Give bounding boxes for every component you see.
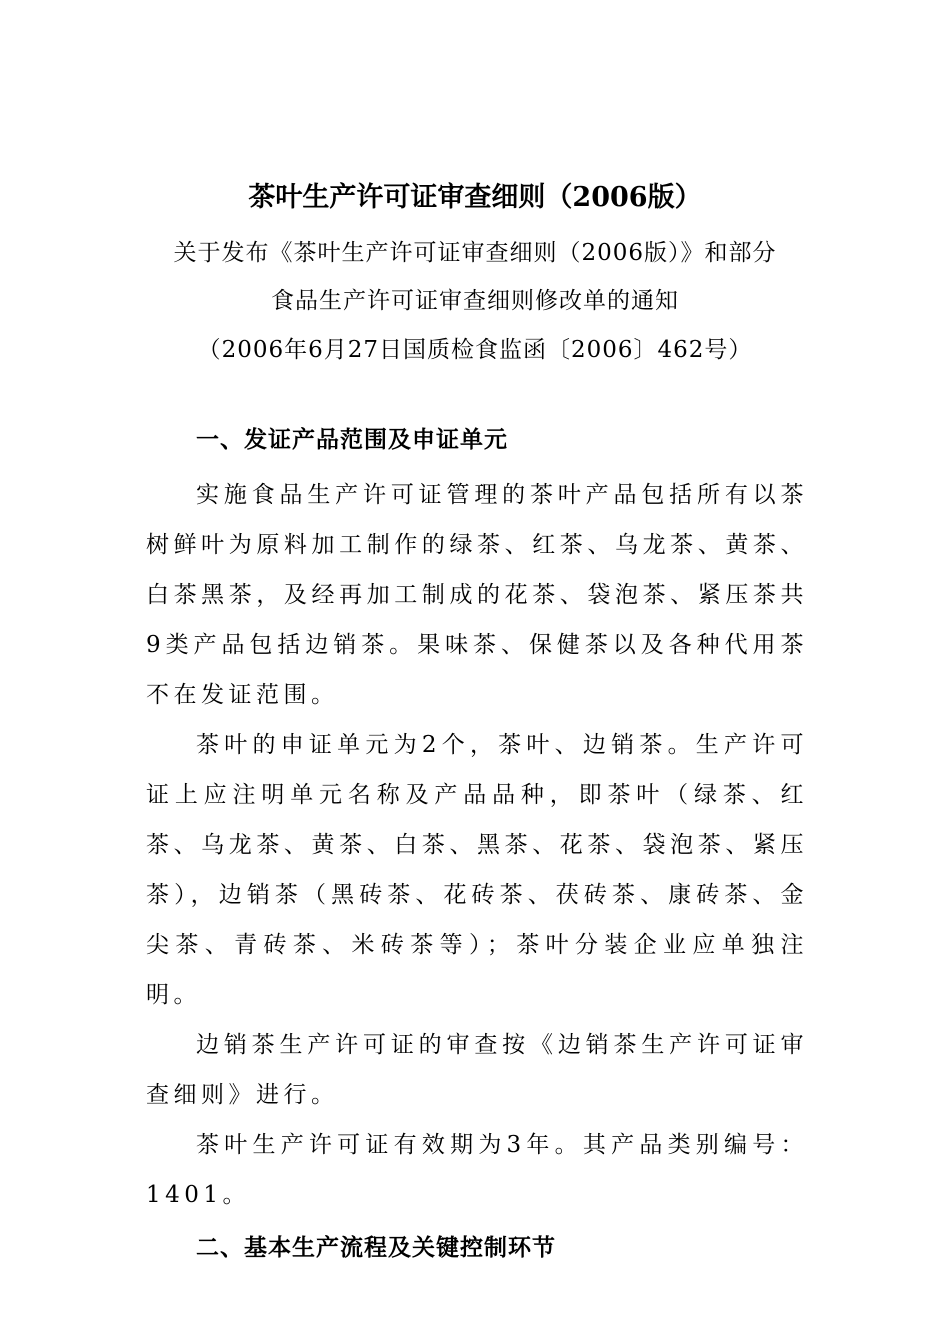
document-body — [146, 420, 808, 1278]
paragraph-units: 茶叶的申证单元为2个，茶叶、边销茶。生产许可证上应注明单元名称及产品品种，即茶叶（绿茶、红茶、乌龙茶、黄茶、白茶、黑茶、花茶、袋泡茶、紧压茶），边销茶（黑砖茶、花砖茶、茯砖茶、康砖茶、金尖茶、青砖茶、米砖茶等）；茶叶分装企业应单独注明。 — [146, 732, 808, 1008]
paragraph-validity: 茶叶生产许可证有效期为3年。其产品类别编号：1401。 — [146, 1132, 808, 1208]
section-heading-2: 二、基本生产流程及关键控制环节 — [196, 1235, 556, 1261]
paragraph-scope: 实施食品生产许可证管理的茶叶产品包括所有以茶树鲜叶为原料加工制作的绿茶、红茶、乌龙茶、黄茶、白茶黑茶，及经再加工制成的花茶、袋泡茶、紧压茶共9类产品包括边销茶。果味茶、保健茶以及各种代用茶不在发证范围。 — [146, 482, 808, 708]
paragraph-border-tea: 边销茶生产许可证的审查按《边销茶生产许可证审查细则》进行。 — [146, 1032, 808, 1108]
notice-title-line-1: 关于发布《茶叶生产许可证审查细则（2006版）》和部分 — [173, 240, 777, 266]
document-title: 茶叶生产许可证审查细则（2006版） — [248, 182, 702, 213]
section-heading-1: 一、发证产品范围及申证单元 — [196, 427, 508, 453]
notice-title-line-2: 食品生产许可证审查细则修改单的通知 — [271, 288, 679, 314]
notice-reference: （2006年6月27日国质检食监函〔2006〕462号） — [197, 337, 753, 363]
